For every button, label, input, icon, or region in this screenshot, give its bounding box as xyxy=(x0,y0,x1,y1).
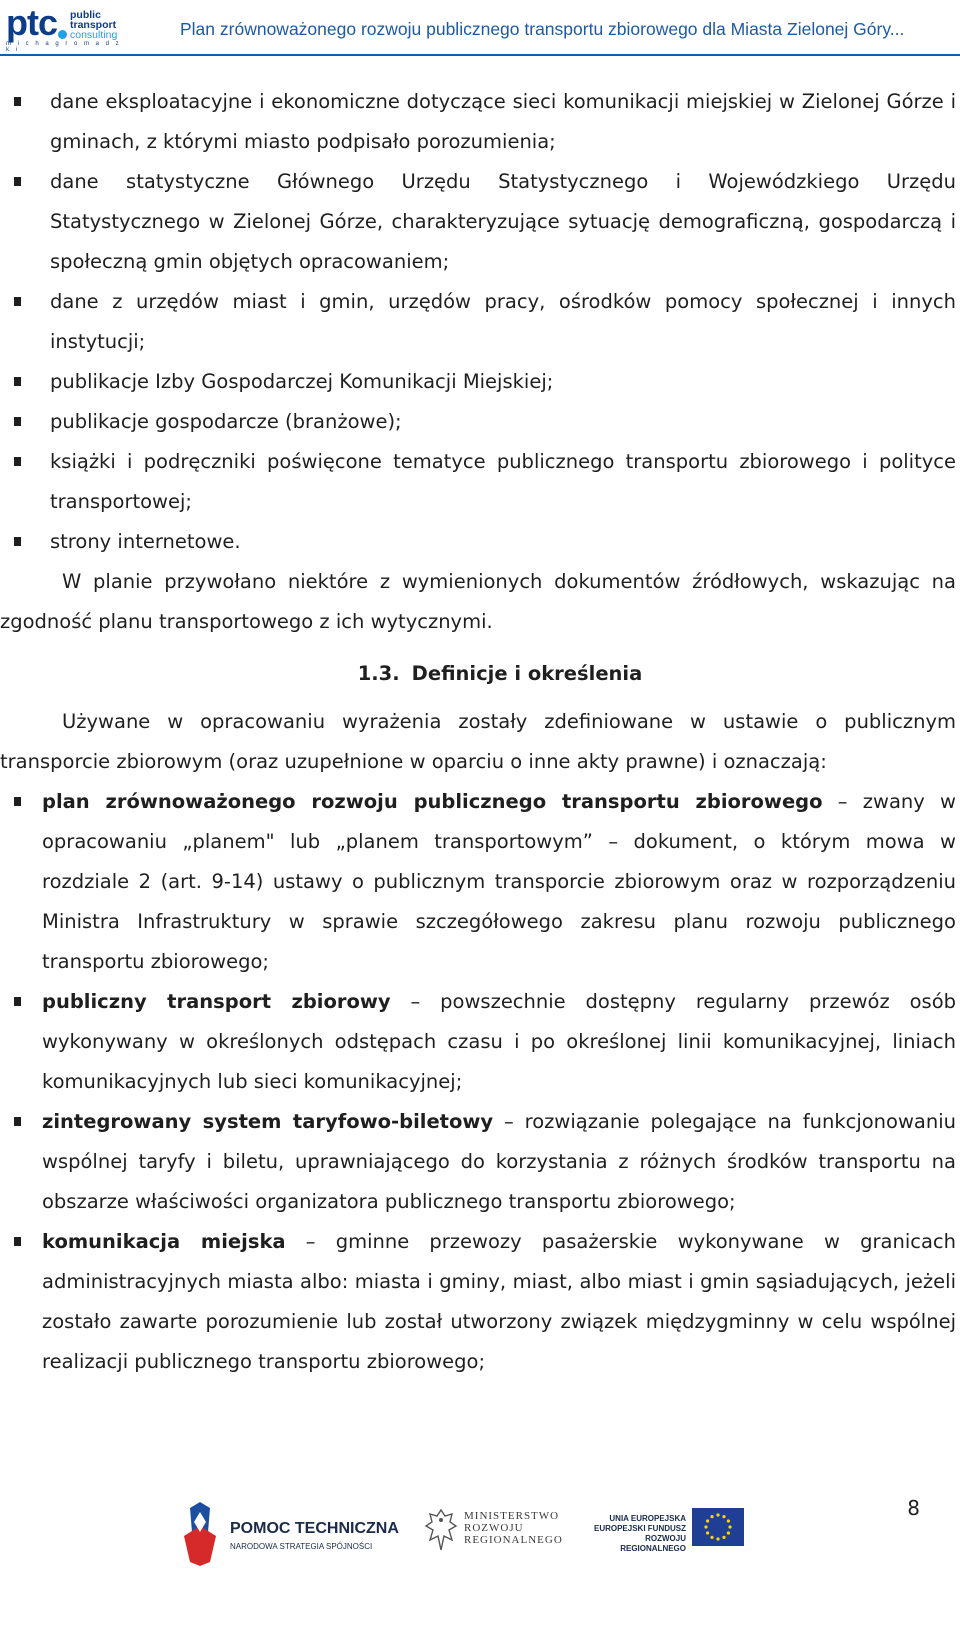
definition-text: – gminne przewozy pasażerskie wykonywane w granicach administracyjnych miasta albo: miasta i gminy, miast, albo miast i gmin sąsiadujących, jeżeli zostało zawarte porozumienie lub został utworzony związek międzygminny w celu wspólnej realizacji publicznego transportu zbiorowego; xyxy=(42,1230,956,1373)
eagle-icon xyxy=(424,1506,458,1554)
definition-text: – rozwiązanie polegające na funkcjonowaniu wspólnej taryfy i biletu, uprawniającego do korzystania z różnych środków transportu na obszarze właściwości organizatora publicznego transportu zbiorowego; xyxy=(42,1110,957,1213)
definition-term: plan zrównoważonego rozwoju publicznego transportu zbiorowego xyxy=(42,790,823,813)
definition-text: – powszechnie dostępny regularny przewóz osób wykonywany w określonych odstępach czasu i po określonej linii komunikacyjnej, liniach komunikacyjnych lub sieci komunikacyjnej; xyxy=(42,990,956,1093)
document-title: Plan zrównoważonego rozwoju publicznego transportu zbiorowego dla Miasta Zielonej Góry... xyxy=(180,19,905,39)
definition-term: publiczny transport zbiorowy xyxy=(42,990,391,1013)
ministry-text: MINISTERSTWO ROZWOJU REGIONALNEGO xyxy=(464,1510,563,1546)
definition-term: zintegrowany system taryfowo-biletowy xyxy=(42,1110,494,1133)
list-item: publikacje gospodarcze (branżowe); xyxy=(0,402,956,442)
list-item: książki i podręczniki poświęcone tematyce publicznego transportu zbiorowego i polityce transportowej; xyxy=(0,442,956,522)
eu-logo xyxy=(588,1506,748,1558)
page-header xyxy=(0,0,960,58)
section-title: Definicje i określenia xyxy=(411,662,643,685)
list-item: publikacje Izby Gospodarczej Komunikacji Miejskiej; xyxy=(0,362,956,402)
paragraph: W planie przywołano niektóre z wymienionych dokumentów źródłowych, wskazując na zgodność planu transportowego z ich wytycznymi. xyxy=(0,570,956,633)
definition-item xyxy=(0,1222,956,1382)
section-heading xyxy=(0,654,960,702)
page-number: 8 xyxy=(907,1496,920,1520)
pomoc-techniczna-logo xyxy=(180,1502,399,1566)
pt-subtitle: NARODOWA STRATEGIA SPÓJNOŚCI xyxy=(230,1542,373,1551)
logo-dot-icon xyxy=(58,30,67,39)
definition-text: – zwany w opracowaniu „planem" lub „planem transportowym” – dokument, o którym mowa w rozdziale 2 (art. 9-14) ustawy o publicznym transporcie zbiorowym oraz w rozporządzeniu Ministra Infrastruktury w sprawie szczegółowego zakresu planu rozwoju publicznego transportu zbiorowego; xyxy=(42,790,956,973)
eu-flag-icon xyxy=(692,1508,744,1546)
definition-item xyxy=(0,982,956,1102)
list-item: dane eksploatacyjne i ekonomiczne dotyczące sieci komunikacji miejskiej w Zielonej Górze i gminach, z którymi miasto podpisało porozumienia; xyxy=(0,82,956,162)
header-divider xyxy=(0,54,960,56)
pt-name: POMOC TECHNICZNA xyxy=(230,1520,399,1537)
section-number: 1.3. xyxy=(357,662,400,685)
star-logo-icon xyxy=(180,1502,220,1566)
list-item: dane z urzędów miast i gmin, urzędów pracy, ośrodków pomocy społecznej i innych instytucji; xyxy=(0,282,956,362)
page-footer xyxy=(0,1480,960,1630)
logo-subtext: public transport consulting xyxy=(70,9,118,41)
paragraph: Używane w opracowaniu wyrażenia zostały zdefiniowane w ustawie o publicznym transporcie zbiorowym (oraz uzupełnione w oparciu o inne akty prawne) i oznaczają: xyxy=(0,710,956,773)
ministry-logo xyxy=(424,1506,584,1566)
list-item: dane statystyczne Głównego Urzędu Statystycznego i Wojewódzkiego Urzędu Statystycznego w Zielonej Górze, charakteryzujące sytuację demograficzną, gospodarczą i społeczną gmin objętych opracowaniem; xyxy=(0,162,956,282)
page-content xyxy=(0,82,960,1382)
list-item: strony internetowe. xyxy=(0,522,956,562)
ptc-logo xyxy=(6,2,126,53)
eu-text: UNIA EUROPEJSKA EUROPEJSKI FUNDUSZ ROZWOJU REGIONALNEGO xyxy=(593,1514,686,1553)
logo-main-text: ptc xyxy=(6,2,57,43)
logo-tagline: m i c h a g r o m a d z k i xyxy=(6,41,122,53)
definition-term: komunikacja miejska xyxy=(42,1230,286,1253)
definition-item xyxy=(0,782,956,982)
definition-item xyxy=(0,1102,956,1222)
